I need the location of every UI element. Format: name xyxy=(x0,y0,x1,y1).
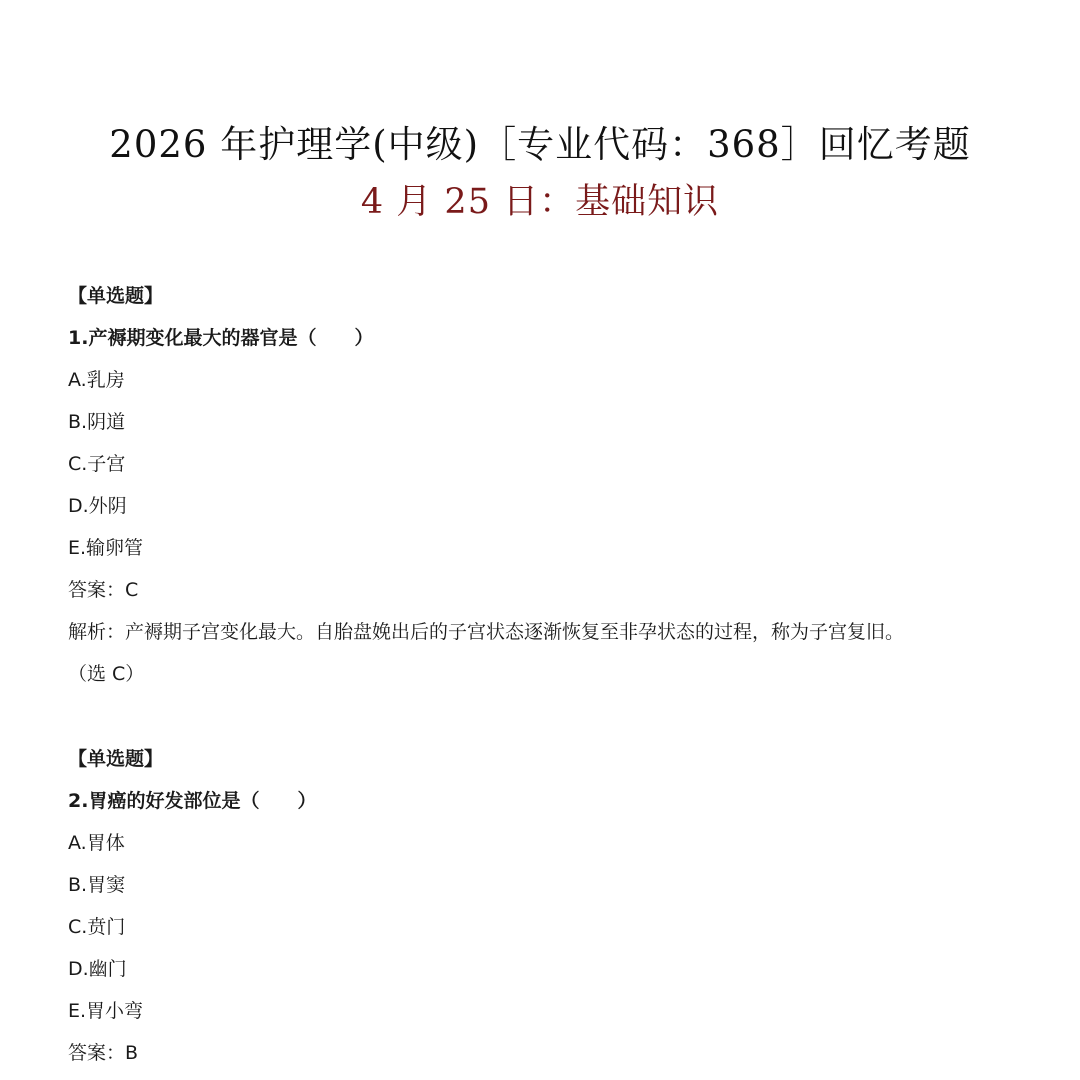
option-c: C.贲门 xyxy=(68,916,126,938)
document-title: 2026 年护理学(中级)［专业代码：368］回忆考题 xyxy=(109,123,971,166)
question-type-label: 【单选题】 xyxy=(68,285,164,307)
question-1 xyxy=(68,275,1028,695)
option-e: E.输卵管 xyxy=(68,537,144,559)
analysis-text-line-2: （选 C） xyxy=(68,663,145,685)
document-header xyxy=(0,116,1080,230)
option-b: B.阴道 xyxy=(68,411,126,433)
question-stem: 1.产褥期变化最大的器官是（ ） xyxy=(68,327,374,349)
document-subtitle: 4 月 25 日：基础知识 xyxy=(360,182,720,222)
option-b: B.胃窦 xyxy=(68,874,126,896)
option-a: A.乳房 xyxy=(68,369,125,391)
question-type-label: 【单选题】 xyxy=(68,748,164,770)
answer-text: 答案：B xyxy=(68,1042,139,1064)
option-a: A.胃体 xyxy=(68,832,125,854)
answer-text: 答案：C xyxy=(68,579,139,601)
option-d: D.外阴 xyxy=(68,495,127,517)
question-stem: 2.胃癌的好发部位是（ ） xyxy=(68,790,317,812)
option-d: D.幽门 xyxy=(68,958,127,980)
option-c: C.子宫 xyxy=(68,453,126,475)
analysis-text-line-1: 解析：产褥期子宫变化最大。自胎盘娩出后的子宫状态逐渐恢复至非孕状态的过程，称为子宫复旧。 xyxy=(68,621,905,643)
option-e: E.胃小弯 xyxy=(68,1000,144,1022)
question-2 xyxy=(68,738,1028,1074)
